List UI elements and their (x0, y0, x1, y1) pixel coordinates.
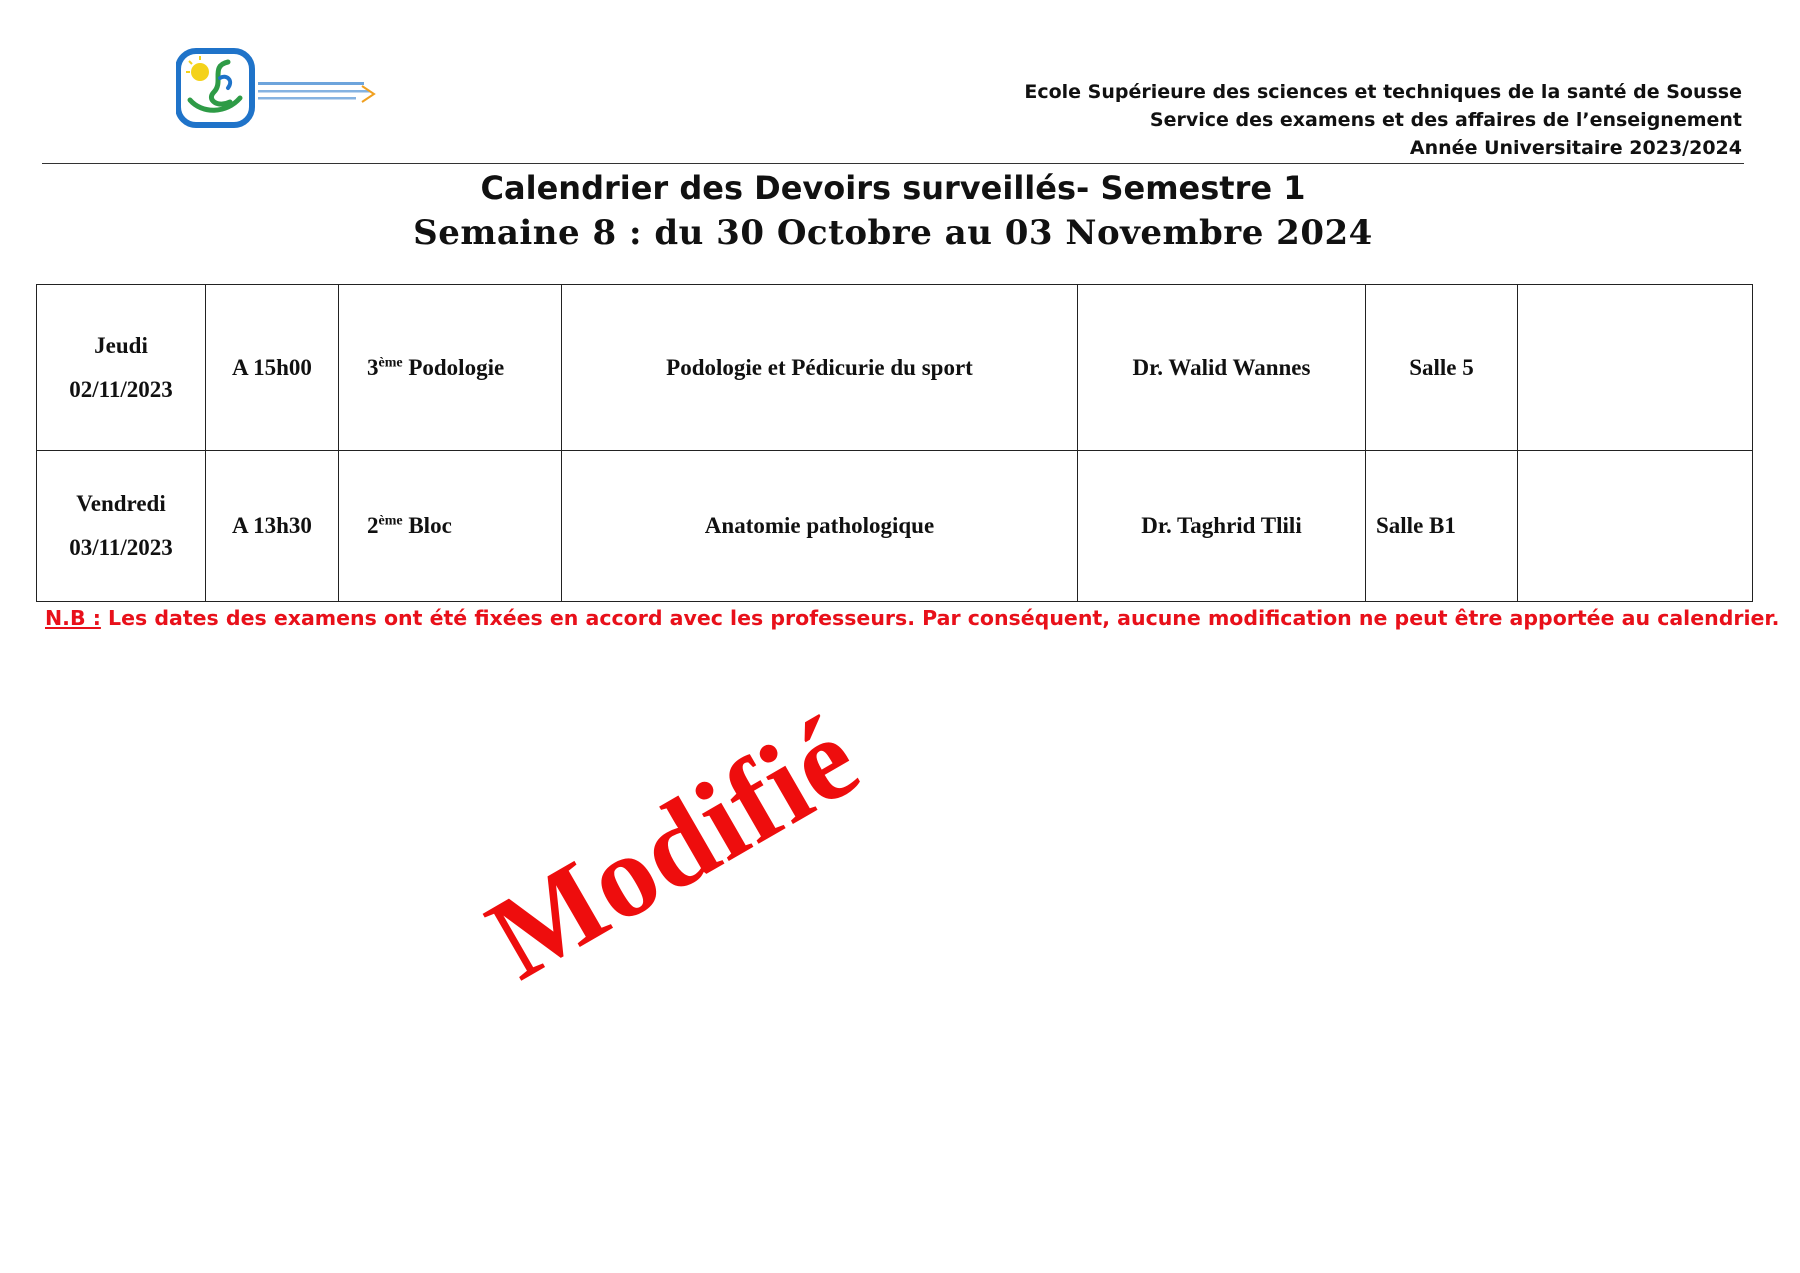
school-logo (176, 48, 381, 128)
exam-schedule-table (36, 284, 1753, 602)
modified-stamp: Modifié (467, 690, 880, 1005)
level-name: Podologie (408, 354, 505, 380)
day-label: Jeudi (94, 332, 148, 358)
date-label: 02/11/2023 (69, 376, 173, 402)
academic-year: Année Universitaire 2023/2024 (1409, 137, 1742, 159)
subject-cell: Anatomie pathologique (562, 451, 1078, 602)
service-name: Service des examens et des affaires de l’enseignement (1149, 109, 1742, 131)
header-divider (42, 163, 1744, 164)
level-suffix: ème (378, 354, 403, 370)
time-cell: A 15h00 (206, 285, 339, 451)
empty-cell (1518, 451, 1753, 602)
level-suffix: ème (378, 513, 403, 529)
empty-cell (1518, 285, 1753, 451)
day-date-cell (37, 451, 206, 602)
institution-name: Ecole Supérieure des sciences et techniques de la santé de Sousse (1024, 81, 1742, 103)
teacher-cell: Dr. Taghrid Tlili (1078, 451, 1366, 602)
day-date-cell (37, 285, 206, 451)
subject-cell: Podologie et Pédicurie du sport (562, 285, 1078, 451)
table-row (37, 451, 1753, 602)
day-label: Vendredi (76, 491, 166, 516)
footnote-label: N.B : (45, 606, 101, 630)
room-cell: Salle 5 (1366, 285, 1518, 451)
footnote (45, 606, 1779, 630)
teacher-cell: Dr. Walid Wannes (1078, 285, 1366, 451)
date-label: 03/11/2023 (69, 535, 173, 560)
level-number: 3 (367, 354, 379, 380)
institution-header (1024, 78, 1742, 162)
room-cell: Salle B1 (1366, 451, 1518, 602)
level-cell (339, 451, 562, 602)
school-logo-graphic (176, 48, 381, 128)
footnote-text: Les dates des examens ont été fixées en accord avec les professeurs. Par conséquent, aucune modification ne peut être apportée au calendrier. (100, 606, 1780, 630)
page-title: Calendrier des Devoirs surveillés- Semestre 1 (480, 169, 1306, 207)
table-row (37, 285, 1753, 451)
page-subtitle: Semaine 8 : du 30 Octobre au 03 Novembre 2024 (413, 213, 1373, 253)
time-cell: A 13h30 (206, 451, 339, 602)
level-number: 2 (367, 513, 379, 538)
level-cell (339, 285, 562, 451)
level-name: Bloc (408, 513, 452, 538)
